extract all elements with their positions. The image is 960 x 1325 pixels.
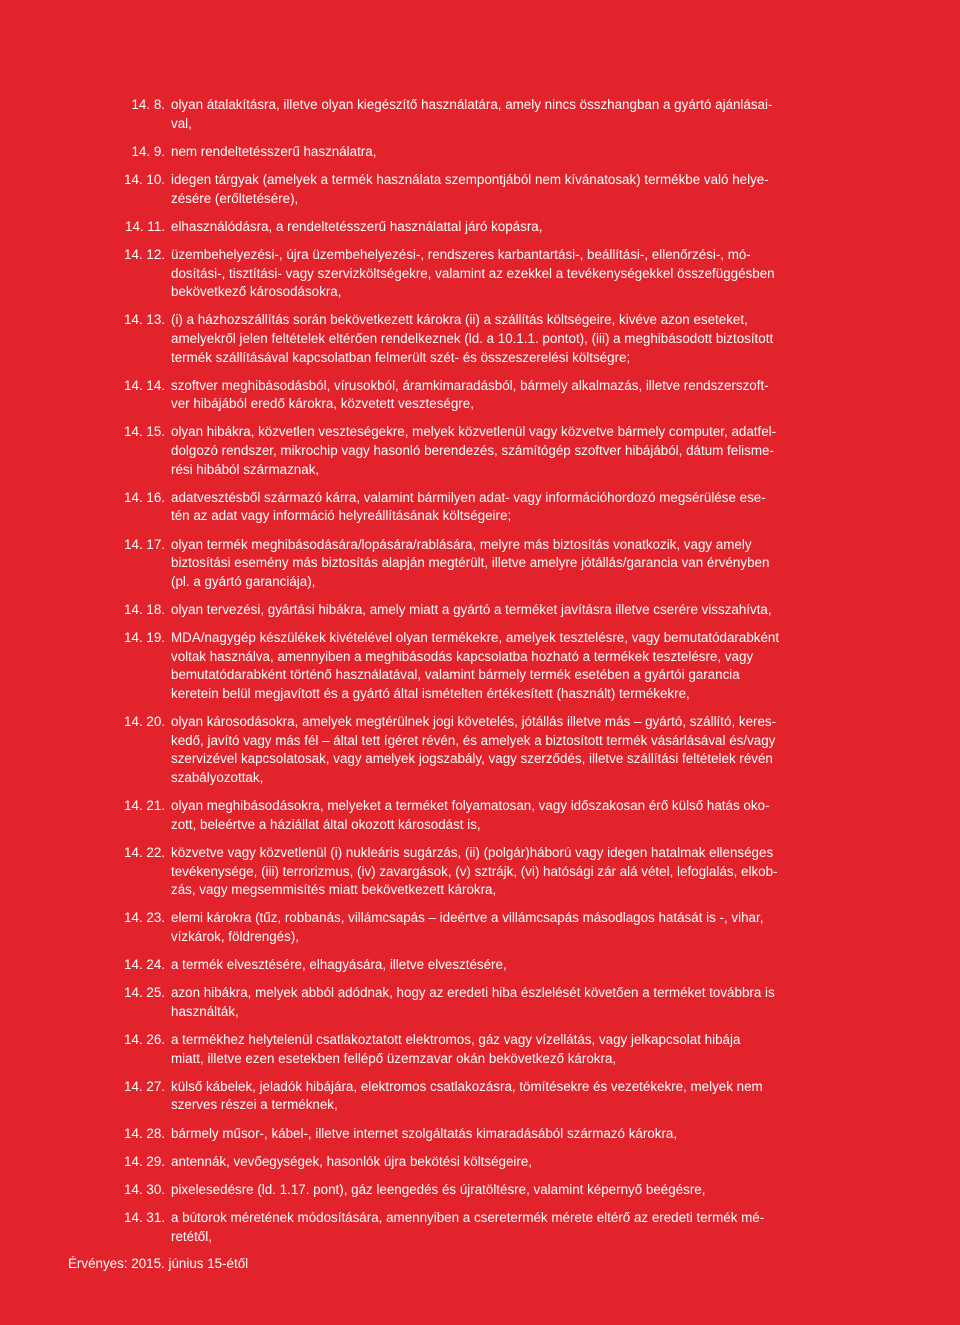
item-number: 14. 21. <box>124 798 165 814</box>
list-item <box>120 713 860 787</box>
item-text: elemi károkra (tűz, robbanás, villámcsapás – ideértve a villámcsapás másodlagos hatását is -, vihar, vízkárok, földrengés), <box>171 910 764 944</box>
list-item <box>120 797 860 834</box>
list-item <box>120 1125 860 1144</box>
item-text: olyan meghibásodásokra, melyeket a terméket folyamatosan, vagy időszakosan érő külső hatás oko- zott, beleértve a háziállat által okozott károsodást is, <box>171 798 770 832</box>
item-text: közvetve vagy közvetlenül (i) nukleáris sugárzás, (ii) (polgár)háború vagy idegen hatalmak ellenséges tevékenysége, (iii) terrorizmus, (iv) zavargások, (v) sztrájk, (vi) hatósági zár alá vétel, lefoglalás, elkob- zás, vagy megsemmisítés miatt bekövetkezett károkra, <box>171 844 778 898</box>
list-item <box>120 536 860 592</box>
item-number: 14. 18. <box>124 602 165 617</box>
item-number: 14. 22. <box>124 844 165 860</box>
item-text: idegen tárgyak (amelyek a termék használata szempontjából nem kívánatosak) termékbe való helye- zésére (erőltetésére), <box>171 171 769 206</box>
list-item <box>120 1209 860 1246</box>
list-item <box>120 1181 860 1200</box>
item-number: 14. 9. <box>131 143 165 159</box>
item-number: 14. 10. <box>124 171 165 187</box>
item-text: bármely műsor-, kábel-, illetve internet szolgáltatás kimaradásából származó károkra, <box>171 1125 678 1141</box>
item-text: pixelesedésre (ld. 1.17. pont), gáz leengedés és újratöltésre, valamint képernyő beégésre, <box>171 1181 706 1197</box>
item-text: a bútorok méretének módosítására, amennyiben a cseretermék mérete eltérő az eredeti termék mé- retétől, <box>171 1210 765 1244</box>
item-number: 14. 19. <box>124 630 165 646</box>
item-number: 14. 29. <box>124 1153 165 1169</box>
item-number: 14. 17. <box>124 536 165 552</box>
item-number: 14. 28. <box>124 1125 165 1141</box>
list-item <box>120 311 860 367</box>
item-text: olyan átalakításra, illetve olyan kiegészítő használatára, amely nincs összhangban a gyártó ajánlásai- val, <box>171 97 773 131</box>
item-number: 14. 13. <box>124 312 165 328</box>
item-number: 14. 12. <box>124 246 165 262</box>
list-item <box>120 1153 860 1172</box>
validity-footer: Érvényes: 2015. június 15-étől <box>68 1256 249 1271</box>
item-number: 14. 24. <box>124 957 165 973</box>
item-number: 14. 27. <box>124 1078 165 1094</box>
item-text: adatvesztésből származó kárra, valamint bármilyen adat- vagy információhordozó megsérülése ese- tén az adat vagy információ helyreállításának költségeire; <box>171 489 766 524</box>
item-number: 14. 31. <box>124 1210 165 1226</box>
list-item <box>120 984 860 1021</box>
list-item <box>120 96 860 133</box>
item-text: antennák, vevőegységek, hasonlók újra bekötési költségeire, <box>171 1153 533 1169</box>
item-text: (i) a házhozszállítás során bekövetkezett károkra (ii) a szállítás költségeire, kivéve azon eseteket, amelyekről jelen feltételek eltérően rendelkeznek (ld. a 10.1.1. pontot), (iii) a meghibásodott biztosított termék szállításával kapcsolatban felmerült szét- és összeszerelési költségre; <box>171 312 774 365</box>
list-item <box>120 246 860 302</box>
list-item <box>120 844 860 900</box>
item-number: 14. 16. <box>124 489 165 505</box>
list-item <box>120 218 860 237</box>
item-number: 14. 25. <box>124 985 165 1001</box>
list-item <box>120 629 860 703</box>
list-item <box>120 909 860 946</box>
item-text: MDA/nagygép készülékek kivételével olyan termékekre, amelyek tesztelésre, vagy bemutatódarabként voltak használva, amennyiben a meghibásodás kapcsolatba hozható a termékek tesztelésre, vagy bemutatódarabként történő használatával, valamint bármely termék esetében a gyártói garancia keretein belül megjavított és a gyártó által ismételten értékesített (használt) termékekre, <box>171 630 780 701</box>
item-text: szoftver meghibásodásból, vírusokból, áramkimaradásból, bármely alkalmazás, illetve rendszerszoft- ver hibájából eredő károkra, közvetett veszteségre, <box>171 377 769 412</box>
item-text: a termék elvesztésére, elhagyására, illetve elvesztésére, <box>171 957 507 973</box>
list-item <box>120 601 860 620</box>
item-text: üzembehelyezési-, újra üzembehelyezési-, rendszeres karbantartási-, beállítási-, ellenőrzési-, mó- dosítási-, tisztítási- vagy szervizköltségekre, valamint az ezekkel a tevékenységekkel összefüggésben bekövetkező károsodásokra, <box>171 246 775 300</box>
list-item <box>120 1078 860 1115</box>
item-number: 14. 26. <box>124 1032 165 1048</box>
item-text: olyan termék meghibásodására/lopására/rablására, melyre más biztosítás vonatkozik, vagy amely biztosítási esemény más biztosítás alapján megtérült, illetve amelyre jótállás/garancia van érvényben (pl. a gyártó garanciája), <box>171 536 770 589</box>
item-number: 14. 30. <box>124 1181 165 1197</box>
item-number: 14. 11. <box>125 218 165 234</box>
item-text: olyan hibákra, közvetlen veszteségekre, melyek közvetlenül vagy közvetve bármely computer, adatfel- dolgozó rendszer, mikrochip vagy hasonló berendezés, számítógép szoftver hibájából, dátum felisme- rési hibából származnak, <box>171 424 777 477</box>
exclusion-list <box>120 96 860 1256</box>
list-item <box>120 171 860 208</box>
list-item <box>120 423 860 479</box>
item-text: külső kábelek, jeladók hibájára, elektromos csatlakozásra, tömítésekre és vezetékekre, melyek nem szerves részei a terméknek, <box>171 1078 763 1113</box>
list-item <box>120 1031 860 1068</box>
item-text: elhasználódásra, a rendeltetésszerű használattal járó kopásra, <box>171 218 543 234</box>
list-item <box>120 956 860 975</box>
list-item <box>120 377 860 414</box>
list-item <box>120 489 860 526</box>
item-text: olyan tervezési, gyártási hibákra, amely miatt a gyártó a terméket javításra illetve cserére visszahívta, <box>171 602 772 617</box>
item-text: a termékhez helytelenül csatlakoztatott elektromos, gáz vagy vízellátás, vagy jelkapcsolat hibája miatt, illetve ezen esetekben fellépő üzemzavar okán bekövetkező károkra, <box>171 1032 741 1066</box>
list-item <box>120 143 860 162</box>
item-text: azon hibákra, melyek abból adódnak, hogy az eredeti hiba észlelését követően a terméket továbbra is használták, <box>171 985 775 1019</box>
item-text: nem rendeltetésszerű használatra, <box>171 143 377 159</box>
item-text: olyan károsodásokra, amelyek megtérülnek jogi követelés, jótállás illetve más – gyártó, szállító, keres- kedő, javító vagy más fél – által tett ígéret révén, és amelyek a biztosított termék vásárlásával és/vagy szervizével kapcsolatosak, vagy amelyek jogszabály, vagy szerződés, illetve szállítási feltételek révén szabályozottak, <box>171 714 777 785</box>
item-number: 14. 20. <box>124 714 165 730</box>
item-number: 14. 8. <box>131 97 165 112</box>
item-number: 14. 23. <box>124 910 165 926</box>
item-number: 14. 15. <box>124 424 165 440</box>
item-number: 14. 14. <box>124 377 165 393</box>
